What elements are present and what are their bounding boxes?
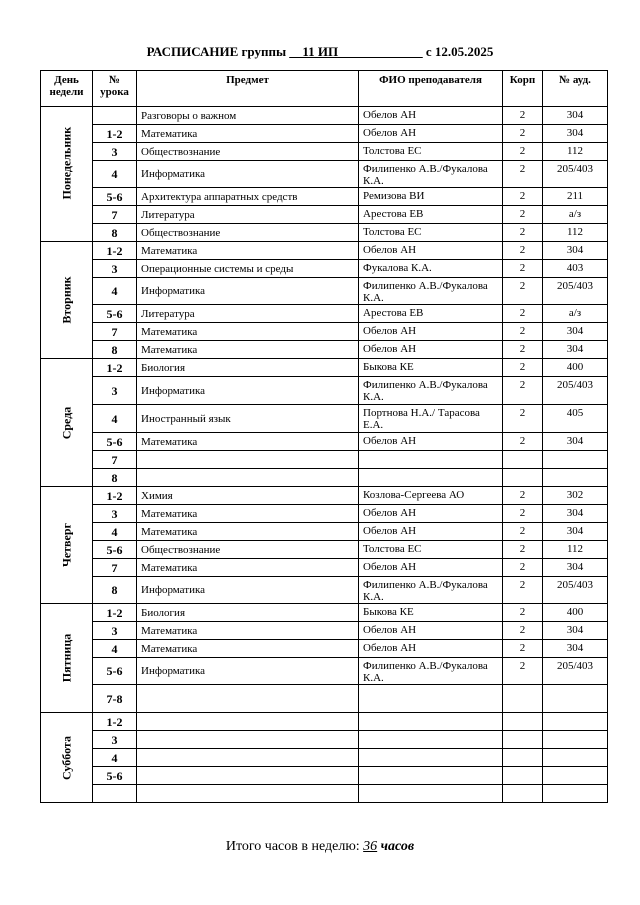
subject-cell: [137, 469, 359, 487]
weekly-total: [0, 839, 640, 855]
korp-cell: 2: [503, 359, 543, 377]
header-subject: Предмет: [137, 71, 359, 107]
teacher-cell: Арестова ЕВ: [359, 305, 503, 323]
subject-cell: [137, 731, 359, 749]
subject-cell: Математика: [137, 622, 359, 640]
schedule-row: [41, 188, 608, 206]
teacher-cell: [359, 767, 503, 785]
lesson-number: 4: [93, 405, 137, 433]
day-cell: [41, 242, 93, 359]
group-name: __11 ИП_____________: [289, 44, 423, 59]
total-hours: 36: [363, 839, 378, 854]
lesson-number: 1-2: [93, 604, 137, 622]
subject-cell: Информатика: [137, 161, 359, 188]
schedule-row: [41, 224, 608, 242]
room-cell: а/з: [543, 206, 608, 224]
teacher-cell: Фукалова К.А.: [359, 260, 503, 278]
korp-cell: 2: [503, 640, 543, 658]
schedule-row: [41, 341, 608, 359]
schedule-row: [41, 161, 608, 188]
room-cell: 304: [543, 433, 608, 451]
lesson-number: 3: [93, 505, 137, 523]
room-cell: 205/403: [543, 658, 608, 685]
korp-cell: 2: [503, 523, 543, 541]
teacher-cell: Быкова КЕ: [359, 359, 503, 377]
room-cell: [543, 713, 608, 731]
total-unit: часов: [380, 839, 415, 854]
lesson-number: 8: [93, 577, 137, 604]
subject-cell: Информатика: [137, 658, 359, 685]
subject-cell: [137, 767, 359, 785]
room-cell: [543, 685, 608, 713]
room-cell: [543, 731, 608, 749]
room-cell: [543, 767, 608, 785]
subject-cell: [137, 749, 359, 767]
lesson-number: 8: [93, 224, 137, 242]
schedule-row: [41, 505, 608, 523]
room-cell: 304: [543, 107, 608, 125]
lesson-number: 1-2: [93, 359, 137, 377]
subject-cell: Литература: [137, 305, 359, 323]
teacher-cell: Толстова ЕС: [359, 224, 503, 242]
room-cell: 304: [543, 125, 608, 143]
lesson-number: 7: [93, 206, 137, 224]
subject-cell: Иностранный язык: [137, 405, 359, 433]
subject-cell: [137, 785, 359, 803]
korp-cell: 2: [503, 377, 543, 405]
page-title: [0, 44, 640, 60]
korp-cell: 2: [503, 405, 543, 433]
schedule-row: [41, 685, 608, 713]
subject-cell: [137, 713, 359, 731]
schedule-row: [41, 604, 608, 622]
teacher-cell: Козлова-Сергеева АО: [359, 487, 503, 505]
schedule-row: [41, 242, 608, 260]
schedule-row: [41, 731, 608, 749]
korp-cell: 2: [503, 305, 543, 323]
korp-cell: [503, 685, 543, 713]
room-cell: 205/403: [543, 161, 608, 188]
schedule-row: [41, 125, 608, 143]
room-cell: 304: [543, 505, 608, 523]
lesson-number: 5-6: [93, 658, 137, 685]
korp-cell: [503, 731, 543, 749]
schedule-row: [41, 487, 608, 505]
subject-cell: Биология: [137, 604, 359, 622]
teacher-cell: Обелов АН: [359, 341, 503, 359]
korp-cell: [503, 785, 543, 803]
korp-cell: [503, 767, 543, 785]
korp-cell: 2: [503, 622, 543, 640]
lesson-number: 5-6: [93, 541, 137, 559]
subject-cell: Литература: [137, 206, 359, 224]
header-day: День недели: [41, 71, 93, 107]
schedule-row: [41, 260, 608, 278]
day-name: Среда: [59, 406, 74, 439]
korp-cell: 2: [503, 505, 543, 523]
lesson-number: 5-6: [93, 188, 137, 206]
teacher-cell: [359, 451, 503, 469]
lesson-number: 3: [93, 143, 137, 161]
teacher-cell: Обелов АН: [359, 242, 503, 260]
korp-cell: 2: [503, 487, 543, 505]
teacher-cell: Обелов АН: [359, 505, 503, 523]
lesson-number: [93, 107, 137, 125]
lesson-number: 8: [93, 469, 137, 487]
total-prefix: Итого часов в неделю:: [225, 839, 364, 854]
schedule-row: [41, 433, 608, 451]
subject-cell: Архитектура аппаратных средств: [137, 188, 359, 206]
schedule-row: [41, 469, 608, 487]
room-cell: 400: [543, 359, 608, 377]
korp-cell: [503, 713, 543, 731]
lesson-number: 4: [93, 640, 137, 658]
room-cell: [543, 469, 608, 487]
lesson-number: 1-2: [93, 487, 137, 505]
teacher-cell: Толстова ЕС: [359, 541, 503, 559]
korp-cell: 2: [503, 604, 543, 622]
lesson-number: 4: [93, 523, 137, 541]
lesson-number: 7-8: [93, 685, 137, 713]
teacher-cell: [359, 785, 503, 803]
room-cell: а/з: [543, 305, 608, 323]
subject-cell: Математика: [137, 323, 359, 341]
korp-cell: 2: [503, 107, 543, 125]
teacher-cell: Филипенко А.В./Фукалова К.А.: [359, 577, 503, 604]
room-cell: 112: [543, 541, 608, 559]
room-cell: [543, 451, 608, 469]
lesson-number: 7: [93, 323, 137, 341]
room-cell: 304: [543, 323, 608, 341]
day-name: Вторник: [59, 276, 74, 324]
lesson-number: 4: [93, 278, 137, 305]
schedule-row: [41, 206, 608, 224]
room-cell: 112: [543, 143, 608, 161]
day-name: Пятница: [59, 633, 74, 683]
teacher-cell: [359, 713, 503, 731]
lesson-number: 3: [93, 377, 137, 405]
lesson-number: 3: [93, 260, 137, 278]
schedule-row: [41, 377, 608, 405]
schedule-row: [41, 559, 608, 577]
subject-cell: Информатика: [137, 377, 359, 405]
room-cell: [543, 749, 608, 767]
day-name: Понедельник: [59, 126, 74, 200]
lesson-number: 7: [93, 451, 137, 469]
teacher-cell: Обелов АН: [359, 640, 503, 658]
subject-cell: Математика: [137, 341, 359, 359]
room-cell: 304: [543, 640, 608, 658]
teacher-cell: Филипенко А.В./Фукалова К.А.: [359, 658, 503, 685]
teacher-cell: Обелов АН: [359, 523, 503, 541]
schedule-row: [41, 577, 608, 604]
korp-cell: 2: [503, 541, 543, 559]
room-cell: 405: [543, 405, 608, 433]
room-cell: [543, 785, 608, 803]
subject-cell: Математика: [137, 559, 359, 577]
subject-cell: Операционные системы и среды: [137, 260, 359, 278]
korp-cell: 2: [503, 323, 543, 341]
room-cell: 304: [543, 559, 608, 577]
lesson-number: 1-2: [93, 242, 137, 260]
lesson-number: 8: [93, 341, 137, 359]
schedule-row: [41, 278, 608, 305]
header-row: [41, 71, 608, 107]
schedule-table: [40, 70, 608, 803]
korp-cell: 2: [503, 577, 543, 604]
subject-cell: Химия: [137, 487, 359, 505]
teacher-cell: Портнова Н.А./ Тарасова Е.А.: [359, 405, 503, 433]
room-cell: 304: [543, 523, 608, 541]
subject-cell: Математика: [137, 505, 359, 523]
subject-cell: Математика: [137, 242, 359, 260]
schedule-row: [41, 541, 608, 559]
schedule-row: [41, 622, 608, 640]
teacher-cell: Филипенко А.В./Фукалова К.А.: [359, 377, 503, 405]
subject-cell: [137, 685, 359, 713]
schedule-row: [41, 323, 608, 341]
korp-cell: [503, 451, 543, 469]
schedule-row: [41, 749, 608, 767]
korp-cell: [503, 749, 543, 767]
korp-cell: 2: [503, 161, 543, 188]
lesson-number: 4: [93, 161, 137, 188]
teacher-cell: Быкова КЕ: [359, 604, 503, 622]
lesson-number: 1-2: [93, 713, 137, 731]
room-cell: 400: [543, 604, 608, 622]
header-room: № ауд.: [543, 71, 608, 107]
teacher-cell: Обелов АН: [359, 125, 503, 143]
teacher-cell: Обелов АН: [359, 323, 503, 341]
subject-cell: Математика: [137, 640, 359, 658]
teacher-cell: Обелов АН: [359, 433, 503, 451]
teacher-cell: [359, 731, 503, 749]
schedule-row: [41, 359, 608, 377]
teacher-cell: [359, 749, 503, 767]
korp-cell: [503, 469, 543, 487]
lesson-number: 3: [93, 731, 137, 749]
teacher-cell: Обелов АН: [359, 107, 503, 125]
day-cell: [41, 713, 93, 803]
korp-cell: 2: [503, 278, 543, 305]
subject-cell: Информатика: [137, 278, 359, 305]
subject-cell: Математика: [137, 433, 359, 451]
korp-cell: 2: [503, 341, 543, 359]
teacher-cell: Филипенко А.В./Фукалова К.А.: [359, 161, 503, 188]
teacher-cell: Ремизова ВИ: [359, 188, 503, 206]
schedule-body: [41, 107, 608, 803]
subject-cell: Обществознание: [137, 541, 359, 559]
schedule-date: с 12.05.2025: [425, 44, 494, 59]
schedule-row: [41, 143, 608, 161]
teacher-cell: Арестова ЕВ: [359, 206, 503, 224]
header-korp: Корп: [503, 71, 543, 107]
day-cell: [41, 359, 93, 487]
room-cell: 304: [543, 242, 608, 260]
schedule-row: [41, 451, 608, 469]
korp-cell: 2: [503, 242, 543, 260]
teacher-cell: Обелов АН: [359, 559, 503, 577]
room-cell: 205/403: [543, 577, 608, 604]
teacher-cell: Толстова ЕС: [359, 143, 503, 161]
korp-cell: 2: [503, 559, 543, 577]
lesson-number: 4: [93, 749, 137, 767]
lesson-number: 5-6: [93, 305, 137, 323]
teacher-cell: Филипенко А.В./Фукалова К.А.: [359, 278, 503, 305]
schedule-row: [41, 640, 608, 658]
day-name: Суббота: [59, 735, 74, 780]
schedule-row: [41, 658, 608, 685]
korp-cell: 2: [503, 143, 543, 161]
schedule-row: [41, 767, 608, 785]
header-teacher: ФИО преподавателя: [359, 71, 503, 107]
room-cell: 112: [543, 224, 608, 242]
header-lesson: № урока: [93, 71, 137, 107]
subject-cell: Математика: [137, 523, 359, 541]
day-cell: [41, 604, 93, 713]
teacher-cell: [359, 469, 503, 487]
room-cell: 304: [543, 622, 608, 640]
subject-cell: [137, 451, 359, 469]
korp-cell: 2: [503, 224, 543, 242]
subject-cell: Математика: [137, 125, 359, 143]
room-cell: 205/403: [543, 278, 608, 305]
room-cell: 205/403: [543, 377, 608, 405]
day-cell: [41, 107, 93, 242]
room-cell: 302: [543, 487, 608, 505]
room-cell: 304: [543, 341, 608, 359]
korp-cell: 2: [503, 260, 543, 278]
subject-cell: Информатика: [137, 577, 359, 604]
lesson-number: 3: [93, 622, 137, 640]
korp-cell: 2: [503, 433, 543, 451]
lesson-number: 7: [93, 559, 137, 577]
lesson-number: 1-2: [93, 125, 137, 143]
schedule-row: [41, 785, 608, 803]
subject-cell: Обществознание: [137, 143, 359, 161]
schedule-row: [41, 305, 608, 323]
lesson-number: [93, 785, 137, 803]
schedule-row: [41, 523, 608, 541]
schedule-row: [41, 405, 608, 433]
korp-cell: 2: [503, 658, 543, 685]
lesson-number: 5-6: [93, 767, 137, 785]
teacher-cell: [359, 685, 503, 713]
room-cell: 211: [543, 188, 608, 206]
subject-cell: Разговоры о важном: [137, 107, 359, 125]
lesson-number: 5-6: [93, 433, 137, 451]
day-cell: [41, 487, 93, 604]
korp-cell: 2: [503, 188, 543, 206]
schedule-row: [41, 107, 608, 125]
schedule-row: [41, 713, 608, 731]
teacher-cell: Обелов АН: [359, 622, 503, 640]
subject-cell: Биология: [137, 359, 359, 377]
korp-cell: 2: [503, 125, 543, 143]
room-cell: 403: [543, 260, 608, 278]
title-prefix: РАСПИСАНИЕ группы: [146, 44, 287, 59]
korp-cell: 2: [503, 206, 543, 224]
day-name: Четверг: [59, 523, 74, 567]
subject-cell: Обществознание: [137, 224, 359, 242]
